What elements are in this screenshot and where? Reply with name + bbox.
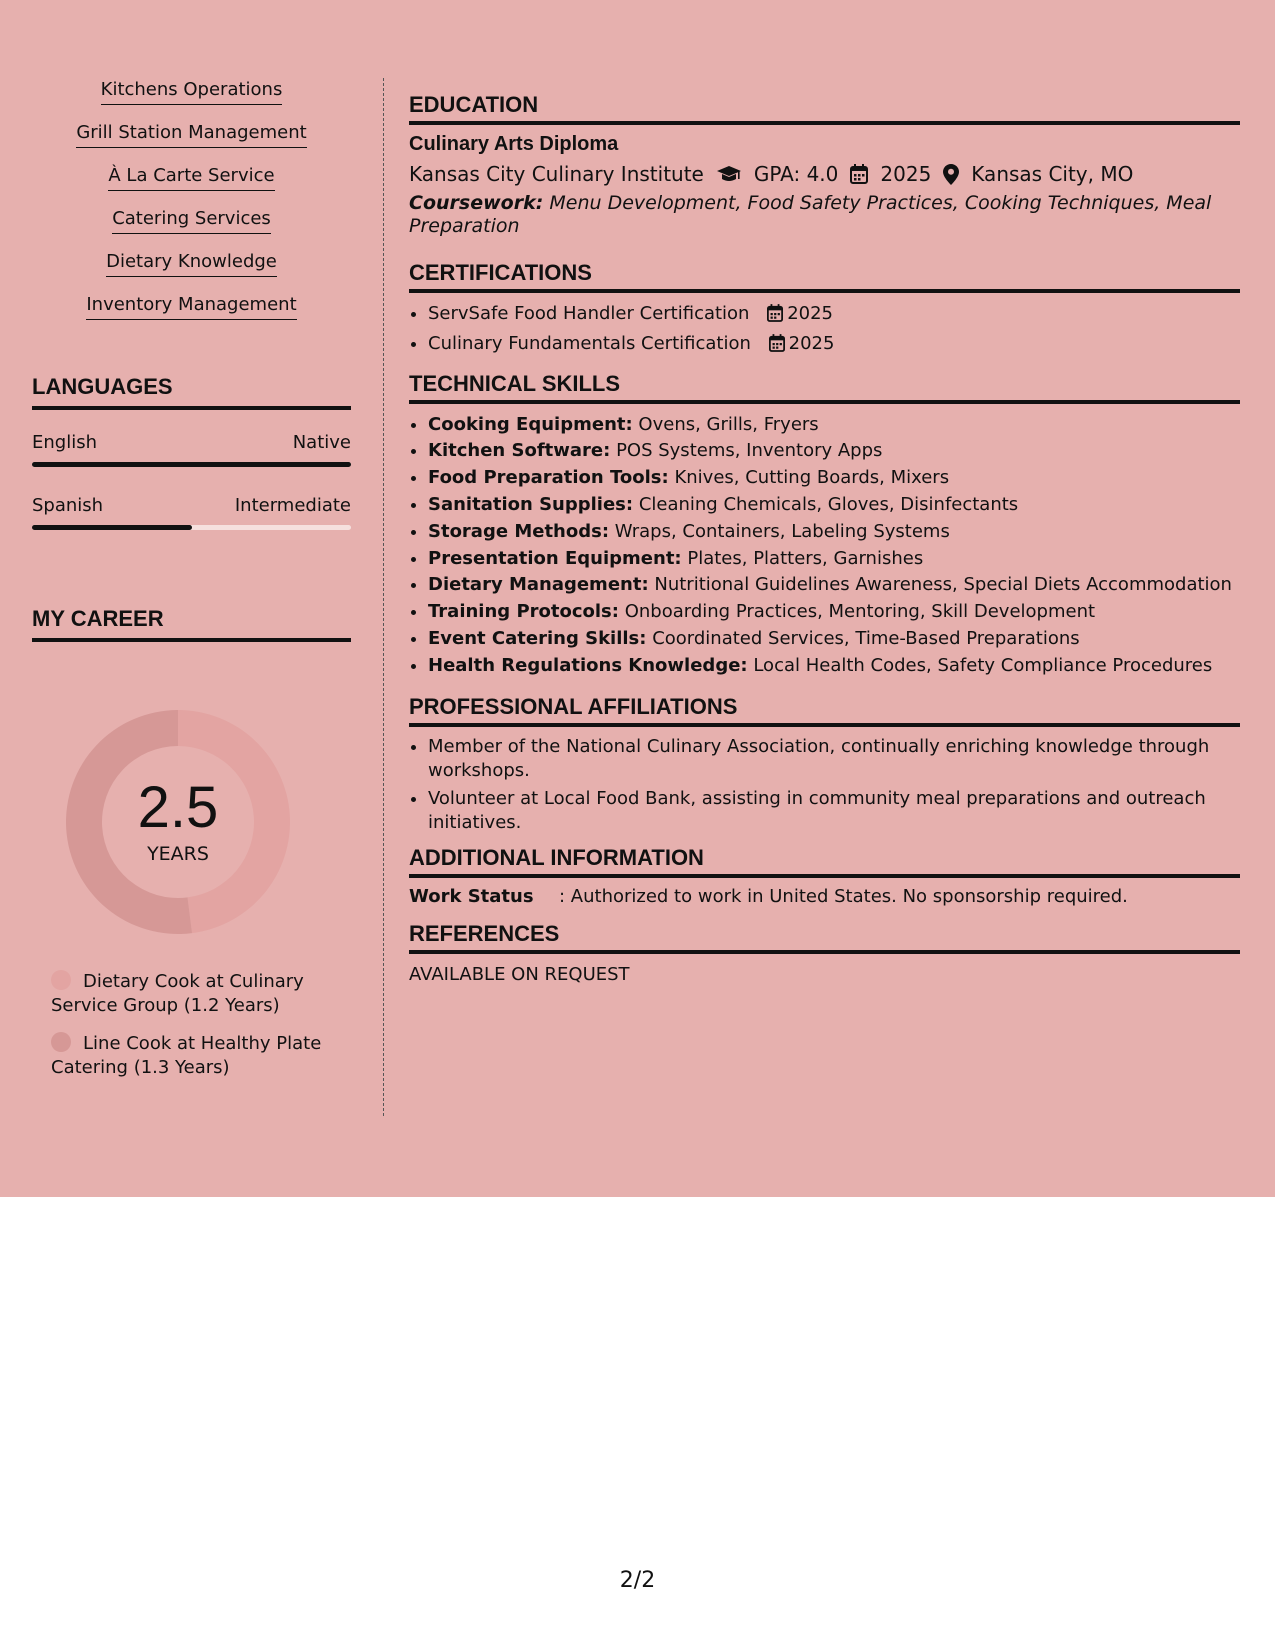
coursework [409, 192, 1240, 238]
school-location: Kansas City, MO [971, 162, 1134, 186]
language-item [32, 495, 351, 530]
graduation-cap-icon [716, 165, 742, 183]
list-item: • Volunteer at Local Food Bank, assisting in community meal preparations and outreach initiatives. [428, 787, 1240, 835]
left-column [32, 78, 351, 1078]
career-heading: MY CAREER [32, 606, 351, 642]
right-column [409, 92, 1240, 985]
certification-name: ServSafe Food Handler Certification [428, 303, 750, 324]
affiliations-section [409, 694, 1240, 835]
language-name: Spanish [32, 495, 104, 516]
certifications-list [409, 301, 1240, 361]
certification-year: 2025 [787, 303, 834, 324]
skill-label: Sanitation Supplies: [428, 493, 634, 515]
skill-label: Cooking Equipment: [428, 413, 633, 435]
skill-tag: Grill Station Management [76, 121, 306, 148]
skill-value: Onboarding Practices, Mentoring, Skill Development [624, 601, 1096, 623]
education-heading: EDUCATION [409, 92, 1240, 125]
calendar-icon [769, 334, 785, 361]
graduation-year: 2025 [880, 162, 932, 186]
language-bar-fill [32, 525, 192, 530]
languages-heading: LANGUAGES [32, 374, 351, 410]
skill-value: Coordinated Services, Time-Based Preparations [652, 627, 1080, 649]
career-legend-item [51, 970, 341, 1018]
certification-year: 2025 [788, 332, 835, 354]
references-heading: REFERENCES [409, 921, 1240, 954]
list-item [428, 546, 1240, 573]
skill-tag: Kitchens Operations [101, 78, 283, 105]
legend-label: Line Cook at Healthy Plate Catering (1.3 Years) [51, 1033, 322, 1078]
skill-tag: Dietary Knowledge [106, 250, 277, 277]
coursework-list: Menu Development, Food Safety Practices, Cooking Techniques, Meal Preparation [409, 192, 1212, 237]
language-bar-fill [32, 462, 351, 467]
additional-info-heading: ADDITIONAL INFORMATION [409, 845, 1240, 878]
skill-value: Ovens, Grills, Fryers [638, 413, 819, 435]
language-name: English [32, 432, 97, 453]
list-item [428, 519, 1240, 546]
skills-list [32, 78, 351, 336]
affiliations-list [409, 735, 1240, 835]
certification-name: Culinary Fundamentals Certification [428, 332, 751, 354]
skill-value: Local Health Codes, Safety Compliance Procedures [753, 654, 1213, 676]
skill-label: Food Preparation Tools: [428, 467, 669, 489]
list-item [428, 626, 1240, 653]
skill-tag: À La Carte Service [108, 164, 274, 191]
gpa: GPA: 4.0 [753, 162, 839, 186]
skill-tag: Catering Services [112, 207, 271, 234]
references-text: AVAILABLE ON REQUEST [409, 963, 630, 985]
affiliations-heading: PROFESSIONAL AFFILIATIONS [409, 694, 1240, 727]
skill-value: POS Systems, Inventory Apps [616, 440, 883, 462]
coursework-label: Coursework: [409, 192, 544, 214]
career-legend-item [51, 1032, 341, 1080]
skill-label: Health Regulations Knowledge: [428, 654, 748, 676]
technical-skills-section [409, 371, 1240, 680]
legend-dot [51, 970, 71, 990]
skill-tag: Inventory Management [86, 293, 296, 320]
skill-label: Presentation Equipment: [428, 547, 682, 569]
list-item [428, 465, 1240, 492]
work-status-value: : Authorized to work in United States. No sponsorship required. [559, 885, 1128, 907]
list-item [428, 301, 1240, 331]
list-item [428, 572, 1240, 599]
references-section [409, 921, 1240, 985]
legend-dot [51, 1032, 71, 1052]
technical-skills-list [409, 412, 1240, 680]
skill-value: Plates, Platters, Garnishes [687, 547, 924, 569]
career-unit: YEARS [147, 843, 209, 865]
skill-label: Training Protocols: [428, 601, 619, 623]
skill-label: Dietary Management: [428, 574, 649, 596]
certifications-section [409, 260, 1240, 361]
career-donut-chart [66, 710, 290, 934]
skill-label: Event Catering Skills: [428, 627, 647, 649]
language-item [32, 432, 351, 467]
list-item [428, 653, 1240, 680]
work-status-row [409, 886, 1240, 907]
career-section [32, 606, 351, 642]
page-number: 2/2 [619, 1568, 656, 1593]
skill-value: Wraps, Containers, Labeling Systems [614, 520, 950, 542]
map-pin-icon [943, 164, 959, 185]
list-item [428, 331, 1240, 361]
list-item [428, 412, 1240, 439]
work-status-label: Work Status [409, 885, 534, 907]
skill-value: Nutritional Guidelines Awareness, Special Diets Accommodation [654, 574, 1232, 596]
list-item [428, 438, 1240, 465]
language-bar [32, 462, 351, 467]
language-level: Intermediate [234, 495, 351, 516]
languages-section [32, 374, 351, 530]
calendar-icon [767, 304, 783, 331]
education-details [409, 162, 1240, 186]
skill-value: Cleaning Chemicals, Gloves, Disinfectants [638, 493, 1019, 515]
technical-skills-heading: TECHNICAL SKILLS [409, 371, 1240, 404]
skill-label: Kitchen Software: [428, 440, 611, 462]
education-section [409, 92, 1240, 238]
school-name: Kansas City Culinary Institute [409, 162, 704, 186]
additional-info-section [409, 845, 1240, 907]
list-item [428, 492, 1240, 519]
career-total: 2.5 [137, 775, 219, 840]
skill-label: Storage Methods: [428, 520, 610, 542]
degree-title: Culinary Arts Diploma [409, 133, 619, 155]
language-level: Native [292, 432, 351, 453]
skill-value: Knives, Cutting Boards, Mixers [674, 467, 950, 489]
legend-label: Dietary Cook at Culinary Service Group (1.2 Years) [51, 971, 304, 1016]
list-item [428, 599, 1240, 626]
calendar-icon [850, 164, 868, 184]
column-divider [383, 78, 384, 1116]
list-item: • Member of the National Culinary Association, continually enriching knowledge through workshops. [428, 735, 1240, 783]
certifications-heading: CERTIFICATIONS [409, 260, 1240, 293]
language-bar [32, 525, 351, 530]
